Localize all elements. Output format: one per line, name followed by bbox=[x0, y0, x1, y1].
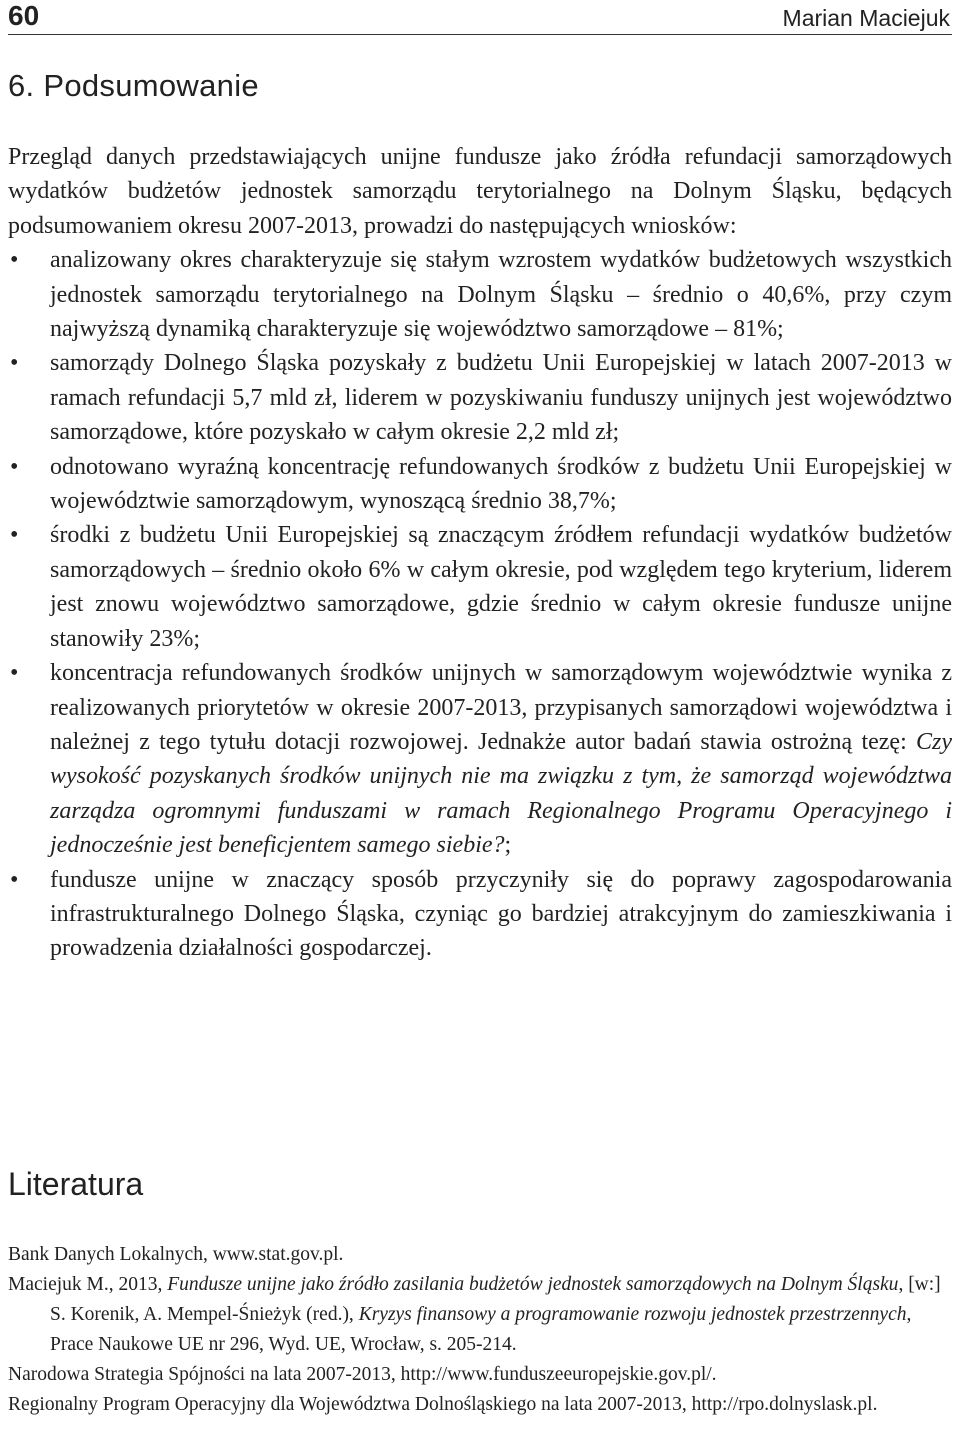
reference-item bbox=[8, 1270, 952, 1360]
literature-heading: Literatura bbox=[8, 1166, 144, 1202]
list-item-text: odnotowano wyraźną koncentrację refundowanych środków z budżetu Unii Europejskiej w województwie samorządowym, wynoszącą średnio 38,7%; bbox=[50, 453, 952, 515]
bullet-marker: • bbox=[10, 350, 19, 377]
conclusions-list bbox=[8, 243, 952, 966]
reference-author: Maciejuk M., 2013, bbox=[8, 1274, 168, 1295]
reference-item: Narodowa Strategia Spójności na lata 2007-2013, http://www.funduszeeuropejskie.gov.pl/. bbox=[8, 1364, 717, 1385]
reference-book-title: Kryzys finansowy a programowanie rozwoju jednostek przestrzennych bbox=[358, 1304, 907, 1325]
page-header bbox=[8, 0, 952, 35]
bullet-marker: • bbox=[10, 522, 19, 549]
reference-item: Regionalny Program Operacyjny dla Województwa Dolnośląskiego na lata 2007-2013, http://rpo.dolnyslask.pl. bbox=[8, 1394, 878, 1415]
research-question: Czy wysokość pozyskanych środków unijnych nie ma związku z tym, że samorząd województwa zarządza ogromnymi funduszami w ramach Regionalnego Programu Operacyjnego i jednocześnie jest beneficjentem samego siebie? bbox=[50, 728, 952, 859]
reference-publication: , Prace Naukowe UE nr 296, Wyd. UE, Wrocław, s. 205-214. bbox=[50, 1304, 912, 1355]
list-item-punctuation: ; bbox=[504, 832, 512, 859]
page-number: 60 bbox=[8, 0, 40, 31]
list-item bbox=[8, 450, 952, 519]
list-item-text: środki z budżetu Unii Europejskiej są znaczącym źródłem refundacji wydatków budżetów samorządowych – średnio około 6% w całym okresie, pod względem tego kryterium, liderem jest znowu województwo samorządowe, gdzie średnio w całym okresie fundusze unijne stanowiły 23%; bbox=[50, 522, 952, 652]
reference-editors: , [w:] S. Korenik, A. Mempel-Śnieżyk (red.), bbox=[50, 1274, 941, 1325]
list-item bbox=[8, 863, 952, 966]
bullet-marker: • bbox=[10, 660, 19, 687]
bullet-marker: • bbox=[10, 247, 19, 274]
bullet-marker: • bbox=[10, 453, 19, 480]
reference-item: Bank Danych Lokalnych, www.stat.gov.pl. bbox=[8, 1244, 344, 1265]
list-item bbox=[8, 346, 952, 449]
running-head-author: Marian Maciejuk bbox=[782, 5, 950, 31]
section-title: 6. Podsumowanie bbox=[8, 68, 259, 103]
list-item bbox=[8, 518, 952, 656]
section-body bbox=[8, 140, 952, 966]
list-item bbox=[8, 243, 952, 346]
list-item-text: analizowany okres charakteryzuje się stałym wzrostem wydatków budżetowych wszystkich jednostek samorządu terytorialnego na Dolnym Śląsku – średnio o 40,6%, przy czym najwyższą dynamiką charakteryzuje się województwo samorządowe – 81%; bbox=[50, 247, 952, 343]
reference-title: Fundusze unijne jako źródło zasilania budżetów jednostek samorządowych na Dolnym Śląsku bbox=[167, 1274, 899, 1295]
references-list bbox=[8, 1240, 952, 1420]
bullet-marker: • bbox=[10, 866, 19, 893]
list-item bbox=[8, 656, 952, 862]
list-item-text: samorządy Dolnego Śląska pozyskały z budżetu Unii Europejskiej w latach 2007-2013 w ramach refundacji 5,7 mld zł, liderem w pozyskiwaniu funduszy unijnych jest województwo samorządowe, które pozyskało w całym okresie 2,2 mld zł; bbox=[50, 350, 952, 446]
list-item-text: koncentracja refundowanych środków unijnych w samorządowym województwie wynika z realizowanych priorytetów w okresie 2007-2013, przypisanych samorządowi województwa i należnej z tego tytułu dotacji rozwojowej. Jednakże autor badań stawia ostrożną tezę: bbox=[50, 660, 952, 755]
list-item-text: fundusze unijne w znaczący sposób przyczyniły się do poprawy zagospodarowania infrastrukturalnego Dolnego Śląska, czyniąc go bardziej atrakcyjnym do zamieszkiwania i prowadzenia działalności gospodarczej. bbox=[50, 866, 952, 962]
intro-paragraph: Przegląd danych przedstawiających unijne fundusze jako źródła refundacji samorządowych wydatków budżetów jednostek samorządu terytorialnego na Dolnym Śląsku, będących podsumowaniem okresu 2007-2013, prowadzi do następujących wniosków: bbox=[8, 144, 952, 239]
